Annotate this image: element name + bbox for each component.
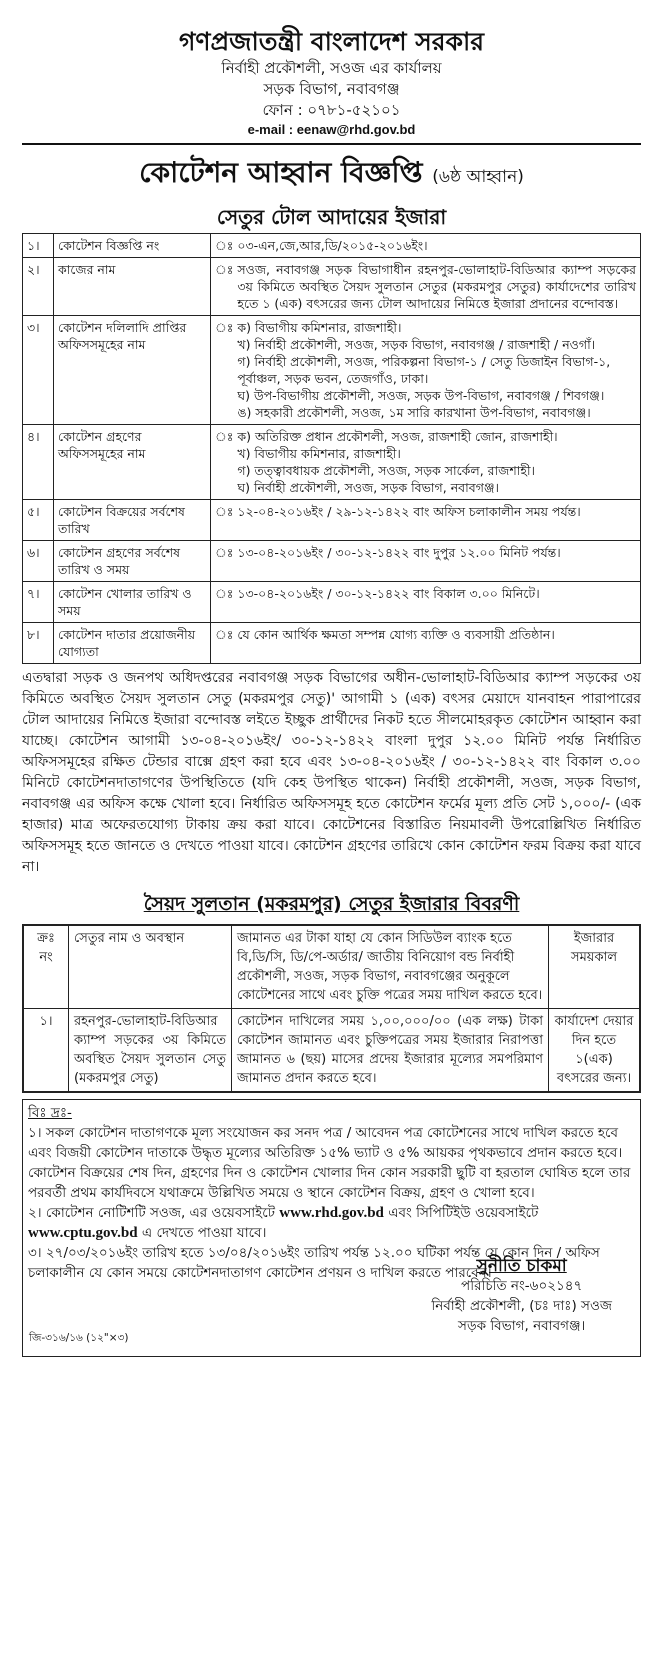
info-row: [23, 234, 641, 258]
lease-section-title-text: সৈয়দ সুলতান (মকরমপুর) সেতুর ইজারার বিবরণী: [143, 893, 520, 915]
info-row-label: কোটেশন গ্রহণের অফিসসমূহের নাম: [54, 425, 211, 500]
info-value-line: খ) নির্বাহী প্রকৌশলী, সওজ, সড়ক বিভাগ, নবাবগঞ্জ / রাজশাহী / নওগাঁ।: [237, 337, 596, 352]
info-row-value: [233, 623, 640, 664]
division-name: সড়ক বিভাগ, নবাবগঞ্জ: [263, 80, 400, 98]
note-2-text-b: এবং সিপিটিইউ ওয়েবসাইটে: [388, 1205, 539, 1221]
info-row-value: [233, 425, 640, 500]
info-row-colon: ঃ: [211, 500, 234, 541]
quotation-info-table: [22, 233, 641, 664]
info-value-line: ঘ) উপ-বিভাগীয় প্রকৌশলী, সওজ, সড়ক উপ-বিভাগ, নবাবগঞ্জ / শিবগঞ্জ।: [237, 388, 605, 403]
info-row: [23, 500, 641, 541]
note-2-text-a: ২। কোটেশন নোটিশটি সওজ, এর ওয়েবসাইটে: [28, 1205, 275, 1221]
info-value-line: ০৩-এন,জে,আর,ডি/২০১৫-২০১৬ইং।: [237, 238, 428, 253]
note-2: [28, 1203, 635, 1243]
lease-header-period: ইজারার সময়কাল: [549, 925, 641, 1009]
info-row: [23, 425, 641, 500]
info-value-line: ঘ) নির্বাহী প্রকৌশলী, সওজ, সড়ক বিভাগ, নবাবগঞ্জ।: [237, 480, 500, 495]
notice-title: [22, 151, 641, 199]
info-row-number: ৮।: [23, 623, 54, 664]
info-row-number: ১।: [23, 234, 54, 258]
info-row-value: [233, 582, 640, 623]
notice-subtitle: সেতুর টোল আদায়ের ইজারা: [216, 205, 447, 229]
info-row: [23, 623, 641, 664]
notes-box: [22, 1099, 641, 1357]
email-address: e-mail : eenaw@rhd.gov.bd: [247, 122, 416, 137]
info-row: [23, 258, 641, 316]
info-row-colon: ঃ: [211, 541, 234, 582]
info-value-line: যে কোন আর্থিক ক্ষমতা সম্পন্ন যোগ্য ব্যক্তি ও ব্যবসায়ী প্রতিষ্ঠান।: [237, 627, 555, 642]
phone-number: ফোন : ০৭৮১-৫২১০১: [262, 101, 401, 119]
info-value-line: গ) নির্বাহী প্রকৌশলী, সওজ, পরিকল্পনা বিভাগ-১ / সেতু ডিজাইন বিভাগ-১, পূর্বাঞ্চল, সড়ক ভবন, তেজগাঁও, ঢাকা।: [237, 354, 611, 386]
info-row-colon: ঃ: [211, 234, 234, 258]
cptu-website-link[interactable]: www.cptu.gov.bd: [28, 1225, 138, 1241]
publication-ref-code: জি-৩১৬/১৬ (১২"×৩): [29, 1332, 129, 1344]
lease-data-row: [23, 1009, 640, 1093]
lease-header-bridge: সেতুর নাম ও অবস্থান: [69, 925, 232, 1009]
info-row-value: [233, 258, 640, 316]
info-row-value: [233, 541, 640, 582]
info-row: [23, 582, 641, 623]
letterhead: [22, 0, 641, 139]
lease-header-serial: ক্রঃ নং: [23, 925, 69, 1009]
rhd-website-link[interactable]: www.rhd.gov.bd: [279, 1205, 384, 1221]
info-row: [23, 316, 641, 425]
lease-cell-serial: ১।: [23, 1009, 69, 1093]
info-row-label: কোটেশন খোলার তারিখ ও সময়: [54, 582, 211, 623]
info-row-label: কোটেশন দলিলাদি প্রাপ্তির অফিসসমূহের নাম: [54, 316, 211, 425]
government-name: গণপ্রজাতন্ত্রী বাংলাদেশ সরকার: [179, 27, 484, 56]
signatory-office: সড়ক বিভাগ, নবাবগঞ্জ।: [458, 1318, 586, 1334]
info-value-line: গ) তত্ত্বাবধায়ক প্রকৌশলী, সওজ, সড়ক সার্কেল, রাজশাহী।: [237, 463, 535, 478]
signatory-id: পরিচিতি নং-৬০২১৪৭: [461, 1278, 583, 1294]
info-row-colon: ঃ: [211, 258, 234, 316]
info-value-line: ১৩-০৪-২০১৬ইং / ৩০-১২-১৪২২ বাং বিকাল ৩.০০ মিনিটে।: [237, 586, 540, 601]
info-row-colon: ঃ: [211, 623, 234, 664]
info-value-line: ক) অতিরিক্ত প্রধান প্রকৌশলী, সওজ, রাজশাহী জোন, রাজশাহী।: [237, 429, 558, 444]
info-row-number: ৩।: [23, 316, 54, 425]
info-value-line: খ) বিভাগীয় কমিশনার, রাজশাহী।: [237, 446, 401, 461]
info-value-line: সওজ, নবাবগঞ্জ সড়ক বিভাগাধীন রহনপুর-ভোলাহাট-বিডিআর ক্যাম্প সড়কের ৩য় কিমিতে অবস্থিত সৈয়দ সুলতান সেতুর (মকরমপুর সেতুর) কার্যাদেশের তারিখ হতে ১ (এক) বৎসরের জন্য টোল আদায়ের নিমিত্তে ইজারা প্রদানের বন্দোবস্ত।: [237, 262, 636, 311]
info-row-colon: ঃ: [211, 425, 234, 500]
info-row-number: ৪।: [23, 425, 54, 500]
lease-details-table: [22, 924, 641, 1093]
lease-cell-period: কার্যাদেশ দেয়ার দিন হতে ১(এক) বৎসরের জন্য।: [549, 1009, 641, 1093]
info-row-colon: ঃ: [211, 316, 234, 425]
info-value-line: ১৩-০৪-২০১৬ইং / ৩০-১২-১৪২২ বাং দুপুর ১২.০০ মিনিট পর্যন্ত।: [237, 545, 561, 560]
info-row: [23, 541, 641, 582]
lease-section-title: [22, 890, 641, 918]
signatory-name: সুনীতি চাকমা: [476, 1256, 567, 1276]
notes-title: বিঃ দ্রঃ-: [28, 1105, 72, 1121]
info-value-line: ঙ) সহকারী প্রকৌশলী, সওজ, ১ম সারি কারখানা উপ-বিভাগ, নবাবগঞ্জ।: [237, 405, 591, 420]
info-row-label: কোটেশন বিজ্ঞপ্তি নং: [54, 234, 211, 258]
info-row-label: কাজের নাম: [54, 258, 211, 316]
info-row-label: কোটেশন দাতার প্রয়োজনীয় যোগ্যতা: [54, 623, 211, 664]
note-3: ৩। ২৭/০৩/২০১৬ইং তারিখ হতে ১৩/০৪/২০১৬ইং তারিখ পর্যন্ত ১২.০০ ঘটিকা পর্যন্ত যে কোন দিন / অফিস চলাকালীন যে কোন সময়ে কোটেশনদাতাগণ কোটেশন প্রণয়ন ও দাখিল করতে পারবেন।: [28, 1245, 600, 1281]
info-row-number: ৫।: [23, 500, 54, 541]
note-2-text-c: এ দেখতে পাওয়া যাবে।: [141, 1225, 267, 1241]
signatory-designation: নির্বাহী প্রকৌশলী, (চঃ দাঃ) সওজ: [431, 1298, 612, 1314]
lease-cell-deposit: কোটেশন দাখিলের সময় ১,০০,০০০/০০ (এক লক্ষ) টাকা কোটেশন জামানত এবং চুক্তিপত্রের সময় ইজারার নিরাপত্তা জামানত ৬ (ছয়) মাসের প্রদেয় ইজারার মূল্যের সমপরিমাণ জামানত প্রদান করতে হবে।: [232, 1009, 549, 1093]
info-value-line: ক) বিভাগীয় কমিশনার, রাজশাহী।: [237, 320, 402, 335]
signature-block: [431, 1256, 612, 1336]
notice-paragraph: এতদ্বারা সড়ক ও জনপথ অধিদপ্তরের নবাবগঞ্জ সড়ক বিভাগের অধীন-ভোলাহাট-বিডিআর ক্যাম্প সড়কের ৩য় কিমিতে অবস্থিত সৈয়দ সুলতান সেতু (মকরমপুর সেতু)' আগামী ১ (এক) বৎসর মেয়াদে যানবাহন পারাপারের টোল আদায়ের নিমিত্তে ইজারা বন্দোবস্ত লইতে ইচ্ছুক প্রার্থীদের নিকট হতে সীলমোহরকৃত কোটেশন আহ্বান করা যাচ্ছে। কোটেশন আগামী ১৩-০৪-২০১৬ইং/ ৩০-১২-১৪২২ বাংলা দুপুর ১২.০০ মিনিট পর্যন্ত নির্ধারিত অফিসসমূহের রক্ষিত টেন্ডার বাক্সে গ্রহণ করা হবে এবং ১৩-০৪-২০১৬ইং / ৩০-১২-১৪২২ বাং বিকাল ৩.০০ মিনিটে কোটেশনদাতাগণের উপস্থিতিতে (যদি কেহ উপস্থিত থাকেন) নির্বাহী প্রকৌশলী, সওজ, সড়ক বিভাগ, নবাবগঞ্জ এর অফিস কক্ষে খোলা হবে। নির্ধারিত অফিসসমূহ হতে কোটেশন ফর্মের মূল্য প্রতি সেট ১,০০০/- (এক হাজার) মাত্র অফেরতযোগ্য টাকায় ক্রয় করা যাবে। কোটেশনের বিস্তারিত নিয়মাবলী উপরোল্লিখিত নির্ধারিত অফিসসমূহ হতে জানতে ও দেখতে পাওয়া যাবে। কোটেশন গ্রহণের তারিখে কোন কোটেশন ফরম বিক্রয় করা যাবে না।: [22, 670, 641, 875]
office-name: নির্বাহী প্রকৌশলী, সওজ এর কার্যালয়: [221, 59, 442, 77]
info-row-value: [233, 234, 640, 258]
lease-header-deposit: জামানত এর টাকা যাহা যে কোন সিডিউল ব্যাংক হতে বি,ডি/সি, ডি/পে-অর্ডার/ জাতীয় বিনিয়োগ বন্ড নির্বাহী প্রকৌশলী, সওজ, সড়ক বিভাগ, নবাবগঞ্জের অনুকূলে কোটেশনের সাথে এবং চুক্তি পত্রের সময় দাখিল করতে হবে।: [232, 925, 549, 1009]
note-1: ১। সকল কোটেশন দাতাগণকে মূল্য সংযোজন কর সনদ পত্র / আবেদন পত্র কোটেশনের সাথে দাখিল করতে হবে এবং বিজয়ী কোটেশন দাতাকে উদ্ধৃত মূল্যের অতিরিক্ত ১৫% ভ্যাট ও ৫% আয়কর পৃথকভাবে প্রদান করতে হবে। কোটেশন বিক্রয়ের শেষ দিন, গ্রহণের দিন ও কোটেশন খোলার দিন কোন সরকারী ছুটি বা হরতাল ঘোষিত হলে তার পরবর্তী প্রথম কার্যদিবসে যথাক্রমে উল্লিখিত সময়ে ও স্থানে কোটেশন বিক্রয়, গ্রহণ ও খোলা হবে।: [28, 1125, 631, 1201]
header-divider: [22, 143, 641, 145]
info-row-label: কোটেশন গ্রহণের সর্বশেষ তারিখ ও সময়: [54, 541, 211, 582]
notice-title-text: কোটেশন আহ্বান বিজ্ঞপ্তি: [139, 156, 423, 189]
info-row-label: কোটেশন বিক্রয়ের সর্বশেষ তারিখ: [54, 500, 211, 541]
info-row-number: ২।: [23, 258, 54, 316]
lease-header-row: [23, 925, 640, 1009]
notice-call-number: (৬ষ্ঠ আহ্বান): [432, 167, 524, 187]
info-row-value: [233, 500, 640, 541]
info-row-number: ৬।: [23, 541, 54, 582]
lease-cell-bridge: রহনপুর-ভোলাহাট-বিডিআর ক্যাম্প সড়কের ৩য় কিমিতে অবস্থিত সৈয়দ সুলতান সেতু (মকরমপুর সেতু): [69, 1009, 232, 1093]
info-row-value: [233, 316, 640, 425]
info-row-number: ৭।: [23, 582, 54, 623]
info-row-colon: ঃ: [211, 582, 234, 623]
info-value-line: ১২-০৪-২০১৬ইং / ২৯-১২-১৪২২ বাং অফিস চলাকালীন সময় পর্যন্ত।: [237, 504, 581, 519]
